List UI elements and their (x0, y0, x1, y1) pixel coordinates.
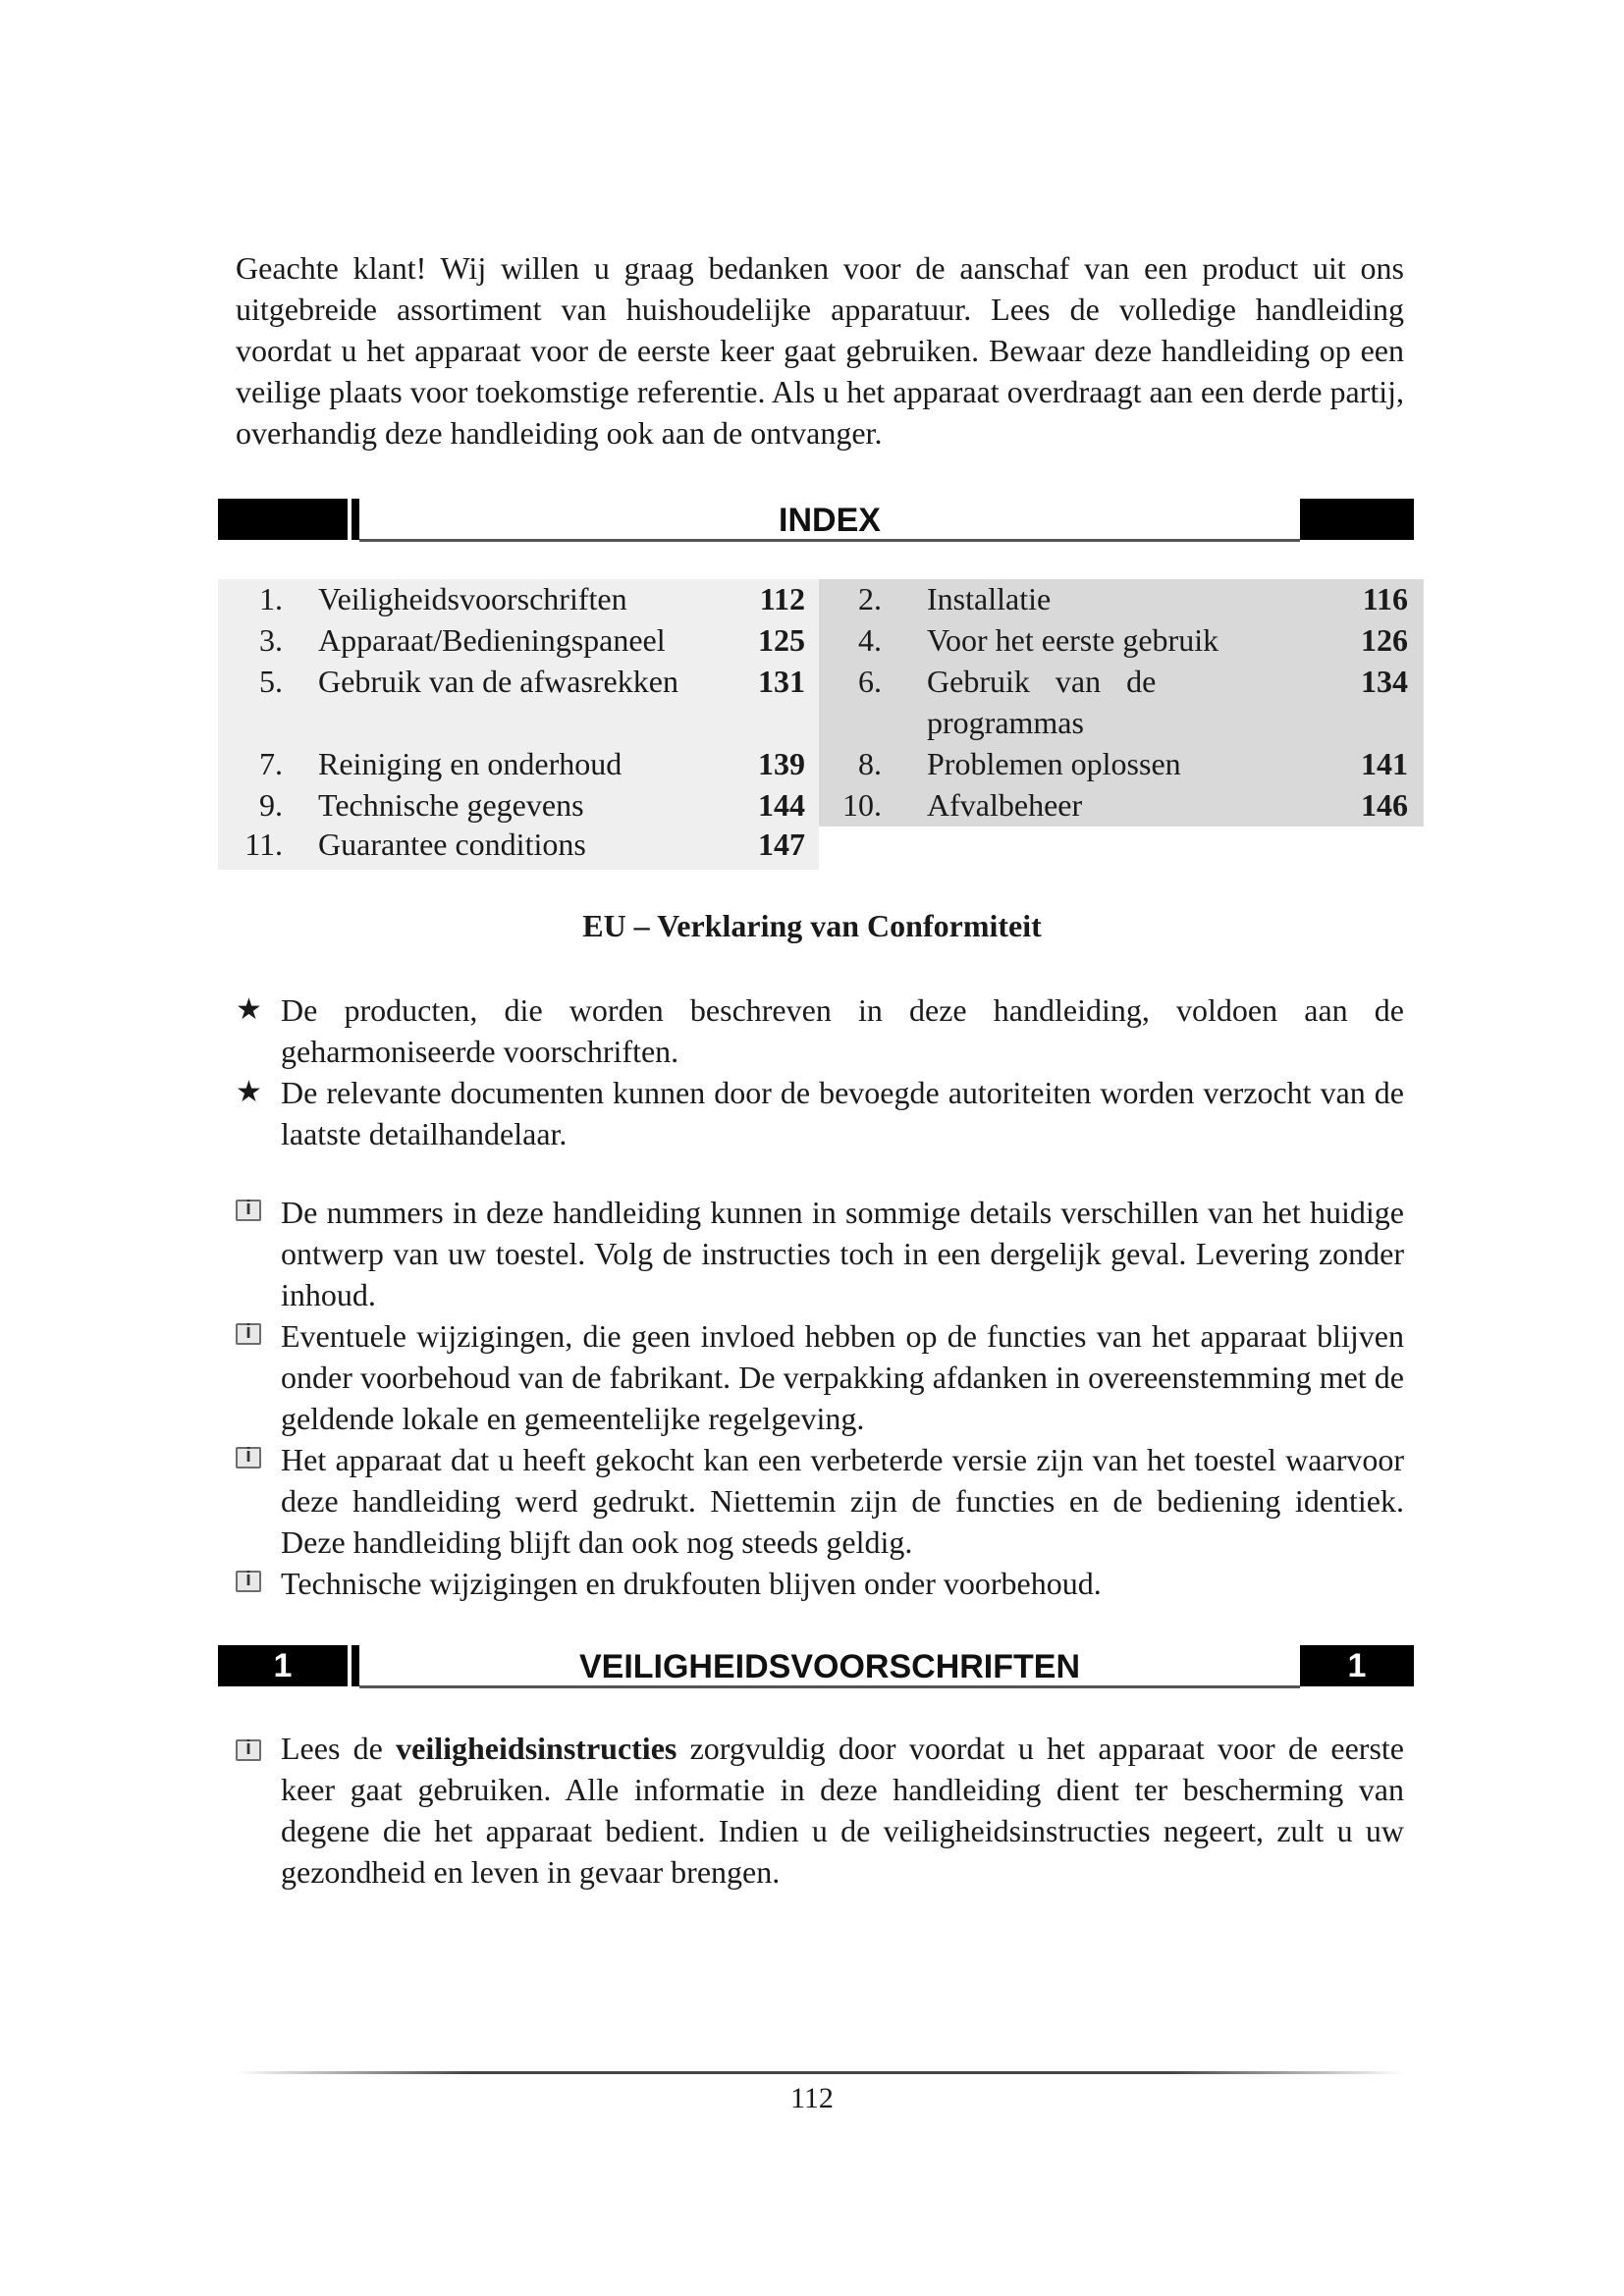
index-item-number: 10. (842, 787, 882, 823)
eu-bullet: De relevante documenten kunnen door de bevoegde autoriteiten worden verzocht van de laatste detailhandelaar. (281, 1075, 1404, 1151)
index-item[interactable] (819, 785, 1424, 825)
index-item-number: 8. (858, 746, 882, 781)
index-item-label: Problemen oplossen (927, 746, 1181, 781)
index-item-page: 146 (1361, 787, 1408, 823)
header-block-left (218, 499, 348, 540)
index-item-page: 116 (1362, 581, 1408, 616)
info-icon: i (236, 1323, 261, 1345)
safety-text-post: zorgvuldig door voordat u het apparaat voor de eerste keer gaat gebruiken. Alle informatie in deze handleiding dient ter bescherming van degene die het apparaat bedient. Indien u de veiligheidsinstructies negeert, zult u uw gezondheid en leven in gevaar brengen. (281, 1731, 1405, 1890)
index-item-page: 144 (758, 787, 805, 823)
index-item[interactable] (819, 744, 1424, 783)
page-number: 112 (790, 2082, 834, 2114)
index-item[interactable] (819, 662, 1424, 742)
info-icon: i (236, 1571, 261, 1592)
index-item-number: 9. (259, 787, 283, 823)
index-item-page: 134 (1361, 664, 1408, 699)
index-title: INDEX (779, 502, 881, 539)
info-icon: i (236, 1447, 261, 1468)
info-icon: i (236, 1200, 261, 1221)
index-item-number: 5. (259, 664, 283, 699)
index-item-page: 125 (758, 622, 805, 658)
section-number-right: 1 (1300, 1645, 1414, 1686)
index-item-page: 126 (1361, 622, 1408, 658)
section-number-left: 1 (218, 1645, 348, 1686)
info-note: Technische wijzigingen en drukfouten blijven onder voorbehoud. (281, 1566, 1102, 1601)
info-note: De nummers in deze handleiding kunnen in sommige details verschillen van het huidige ontwerp van uw toestel. Volg de instructies toch in een dergelijk geval. Levering zonder inhoud. (281, 1195, 1404, 1312)
index-item-label: Veiligheidsvoorschriften (318, 581, 627, 616)
index-item-label: Installatie (927, 581, 1052, 616)
section-header-bar (218, 1645, 1414, 1688)
index-item[interactable] (819, 579, 1424, 618)
index-item-label: Reiniging en onderhoud (318, 746, 623, 781)
section-title: VEILIGHEIDSVOORSCHRIFTEN (578, 1648, 1081, 1685)
safety-intro-paragraph (281, 1728, 1404, 1893)
index-item-label: Gebruik van de afwasrekken (318, 664, 678, 699)
index-item-number: 6. (858, 664, 882, 699)
index-item-label (927, 662, 1182, 701)
index-item-label: Technische gegevens (318, 787, 584, 823)
header-block-right (1300, 499, 1414, 540)
index-item-number: 2. (858, 581, 882, 616)
index-item[interactable] (218, 579, 819, 618)
index-item-label-line1: Gebruik van de (927, 664, 1157, 699)
intro-paragraph: Geachte klant! Wij willen u graag bedanken voor de aanschaf van een product uit ons uitgebreide assortiment van huishoudelijke apparatuur. Lees de volledige handleiding voordat u het apparaat voor de eerste keer gaat gebruiken. Bewaar deze handleiding op een veilige plaats voor toekomstige referentie. Als u het apparaat overdraagt aan een derde partij, overhandig deze handleiding ook aan de ontvanger. (236, 250, 1404, 451)
index-item-number: 4. (858, 622, 882, 658)
safety-text-bold: veiligheidsinstructies (396, 1731, 677, 1766)
star-icon: ★ (236, 1076, 262, 1108)
safety-text-pre: Lees de (281, 1731, 397, 1766)
index-item[interactable] (218, 620, 819, 660)
header-block-left-notch (352, 499, 359, 540)
index-item-number: 1. (259, 581, 283, 616)
index-item-label: Afvalbeheer (927, 787, 1083, 823)
index-item-label-line2: programmas (927, 705, 1084, 740)
header-underline (359, 539, 1300, 542)
info-icon: i (236, 1739, 261, 1761)
index-table (218, 579, 1424, 870)
info-note: Het apparaat dat u heeft gekocht kan een verbeterde versie zijn van het toestel waarvoor deze handleiding werd gedrukt. Niettemin zijn de functies en de bediening identiek. Deze handleiding blijft dan ook nog steeds geldig. (281, 1442, 1404, 1560)
index-item-page: 147 (758, 827, 805, 862)
index-header-bar (218, 499, 1414, 542)
index-item[interactable] (218, 662, 819, 701)
index-item-page: 141 (1361, 746, 1408, 781)
index-item-label: Guarantee conditions (318, 827, 586, 862)
index-item[interactable] (218, 825, 819, 864)
info-note: Eventuele wijzigingen, die geen invloed hebben op de functies van het apparaat blijven onder voorbehoud van de fabrikant. De verpakking afdanken in overeenstemming met de geldende lokale en gemeentelijke regelgeving. (281, 1318, 1404, 1436)
footer-divider (236, 2071, 1404, 2074)
eu-bullet: De producten, die worden beschreven in deze handleiding, voldoen aan de geharmoniseerde voorschriften. (281, 992, 1404, 1069)
index-item-number: 11. (244, 827, 283, 862)
index-item-number: 3. (259, 622, 283, 658)
index-item[interactable] (218, 785, 819, 825)
star-icon: ★ (236, 993, 262, 1026)
index-item[interactable] (819, 620, 1424, 660)
header-block-left-notch (352, 1645, 359, 1686)
index-item-page: 112 (759, 581, 805, 616)
index-item-page: 131 (758, 664, 805, 699)
eu-declaration-title: EU – Verklaring van Conformiteit (582, 908, 1042, 943)
index-item-label: Voor het eerste gebruik (927, 622, 1219, 658)
header-underline (359, 1685, 1300, 1688)
index-item-page: 139 (758, 746, 805, 781)
index-item-label: Apparaat/Bedieningspaneel (318, 622, 666, 658)
index-item[interactable] (218, 744, 819, 783)
index-item-number: 7. (259, 746, 283, 781)
